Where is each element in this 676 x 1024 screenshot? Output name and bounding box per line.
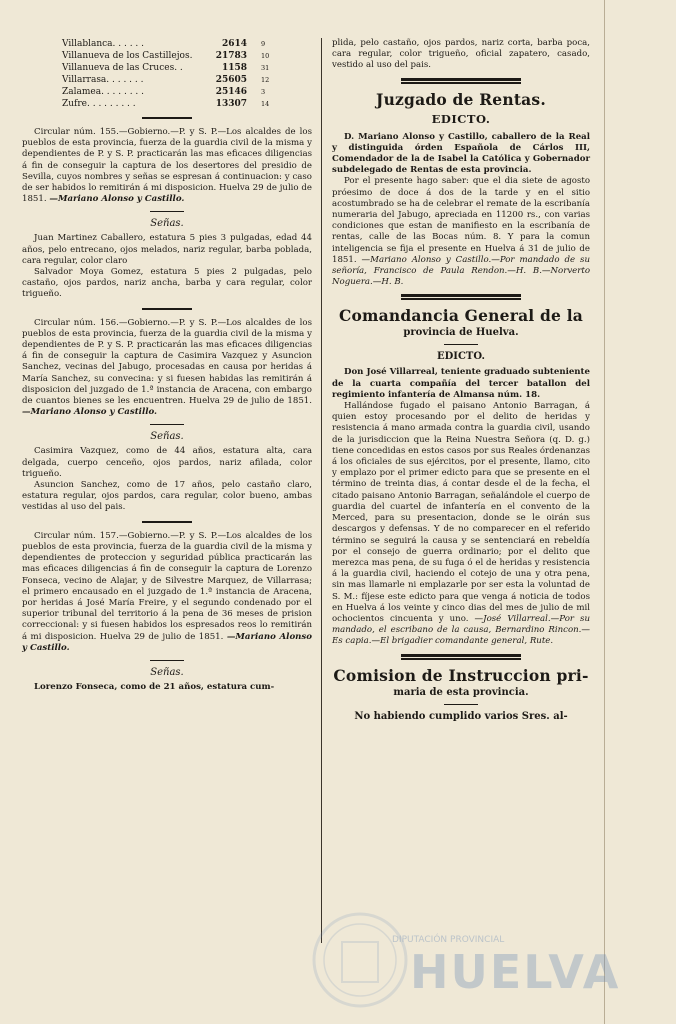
town-name: Villanueva de las Cruces. . <box>62 63 183 73</box>
comandancia-title: Comandancia General de la <box>338 306 584 326</box>
left-column <box>22 38 312 693</box>
section-rule <box>142 117 192 119</box>
minor-rule <box>444 704 478 705</box>
circular-155-senas-title: Señas. <box>150 218 184 230</box>
section-rule <box>142 521 192 523</box>
town-number: 25605 <box>215 75 247 85</box>
town-row <box>62 38 312 50</box>
comandancia-body: Hallándose fugado el paisano Antonio Barragan, á quien estoy procesando por el delito de heridas y resistencia á mano armada contra la guardia civil, usando de la jurisdiccion que la Reina Nuestra Señora (q. D. g.) tiene concedidas en estos casos por sus Reales órdenanzas á los oficiales de sus ejércitos, por el presente, llamo, cito y emplazo por el primer edicto para que se presente en el término de treinta dias, á contar desde el de la fecha, el citado paisano Antonio Barragan, señalándole el cuerpo de guardia del cuartel de infantería en el convento de la Merced, para su presentacion, donde se le oirán sus descargos y defensas. Y de no comparecer en el referido término se seguirá la causa y se sentenciará en rebeldía por el consejo de guerra ordinario; por el delito que merezca mas pena, de su fuga ó el de heridas y resistencia á la guardia civil, haciendo el cotejo de una y otra pena, sin mas llamarle ni emplazarle por ser esta la voluntad de S. M.: fíjese este edicto para que venga á noticia de todos en Huelva á los veinte y cinco dias del mes de julio de mil ochocientos cincuenta y uno. —José Villarreal.—Por su mandado, el escribano de la causa, Bernardino Rincon.—Es capia.—El brigadier comandante general, Rute. <box>332 401 590 647</box>
circular-156-signature: —Mariano Alonso y Castillo. <box>22 407 158 418</box>
circular-157-body: Circular núm. 157.—Gobierno.—P. y S. P.—Los alcaldes de los pueblos de esta provincia, fuerza de la guardia civil de la misma y dependientes de proteccion y seguridad pública practicarán las mas eficaces diligencias á fin de conseguir la captura de Lorenzo Fonseca, vecino de Alajar, y de Silvestre Marquez, de Villarrasa; el primero encausado en el juzgado de 1.ª instancia de Aracena, por heridas á José María Freire, y el segundo condenado por el superior tribunal del territorio á la pena de 36 meses de prision correccional: y si fuesen habidos los espresados reos lo remitirán á mi disposicion. Huelva 29 de julio de 1851. —Mariano Alonso y Castillo. <box>22 530 312 653</box>
town-reference: 31 <box>261 64 270 72</box>
town-name: Zalamea. . . . . . . . <box>62 87 145 97</box>
town-name: Villarrasa. . . . . . . <box>62 75 144 85</box>
right-column <box>332 38 590 722</box>
town-row <box>62 74 312 86</box>
section-rule-double <box>401 78 521 82</box>
minor-rule <box>150 424 184 425</box>
minor-rule <box>150 211 184 212</box>
town-table <box>62 38 312 110</box>
rentas-title: Juzgado de Rentas. <box>376 89 546 109</box>
section-rule <box>142 308 192 310</box>
comandancia-subtitle: provincia de Huelva. <box>403 327 519 339</box>
circular-157-senas-1: Lorenzo Fonseca, como de 21 años, estatura cum- <box>34 681 275 692</box>
town-number: 25146 <box>215 87 247 97</box>
continued-senas: plida, pelo castaño, ojos pardos, nariz corta, barba poca, cara regular, color trigueño, oficial zapatero, casado, vestido al uso del pais. <box>332 38 590 71</box>
column-divider <box>321 38 322 943</box>
circular-156-senas-title: Señas. <box>150 431 184 443</box>
circular-156-body: Circular núm. 156.—Gobierno.—P. y S. P.—Los alcaldes de los pueblos de esta provincia, fuerza de la guardia civil de la misma y dependientes de P. y S. P. practicarán las mas eficaces diligencias á fin de conseguir la captura de Casimira Vazquez y Asuncion Sanchez, vecinas del Jabugo, procesadas en causa por heridas á María Sanchez, su convecina: y si fuesen habidas las remitirán á disposicion del juzgado de 1.ª instancia de Aracena, con embargo de cuantos bienes se les encuentren. Huelva 29 de julio de 1851. —Mariano Alonso y Castillo. <box>22 317 312 418</box>
town-name: Villanueva de los Castillejos. <box>62 51 193 61</box>
circular-155-signature: —Mariano Alonso y Castillo. <box>49 194 185 205</box>
watermark-huelva-text: HUELVA <box>410 945 621 999</box>
town-row <box>62 86 312 98</box>
circular-156-senas-2: Asuncion Sanchez, como de 17 años, pelo castaño claro, estatura regular, ojos pardos, cara regular, color bueno, ambas vestidas al uso del pais. <box>22 480 312 513</box>
page-edge-line <box>604 0 605 1024</box>
town-row <box>62 98 312 110</box>
instruccion-start: No habiendo cumplido varios Sres. al- <box>354 710 568 722</box>
watermark-small-text: DIPUTACIÓN PROVINCIAL <box>392 935 505 945</box>
town-number: 13307 <box>215 99 247 109</box>
section-rule-double <box>401 654 521 658</box>
town-reference: 10 <box>261 52 270 60</box>
rentas-body: Por el presente hago saber: que el dia siete de agosto próesimo de doce á dos de la tarde y en el sitio acostumbrado se ha de celebrar el remate de la escribanía numeraria del Jabugo, apreciada en 11200 rs., con varias condiciones que estan de manifiesto en la escribanía de rentas, calle de las Bocas núm. 8. Y para la comun inteligencia se fija el presente en Huelva á 31 de julio de 1851. —Mariano Alonso y Castillo.—Por mandado de su señoría, Francisco de Paula Rendon.—H. B.—Norverto Noguera.—H. B. <box>332 176 590 288</box>
circular-155-senas-2: Salvador Moya Gomez, estatura 5 pies 2 pulgadas, pelo castaño, ojos pardos, nariz ancha, barba y cara regular, color trigueño. <box>22 267 312 300</box>
instruccion-subtitle: maria de esta provincia. <box>393 686 529 698</box>
rentas-intro: D. Mariano Alonso y Castillo, caballero de la Real y distinguida órden Española de Cárlos III, Comendador de la de Isabel la Católica y Gobernador subdelegado de Rentas de esta provincia. <box>332 131 590 176</box>
town-number: 21783 <box>215 51 247 61</box>
town-number: 1158 <box>221 63 247 73</box>
town-row <box>62 50 312 62</box>
minor-rule <box>150 660 184 661</box>
comandancia-edicto-label: EDICTO. <box>437 351 485 363</box>
rentas-signature: —Mariano Alonso y Castillo.—Por mandado de su señoría, Francisco de Paula Rendon.—H. B.—Norverto Noguera.—H. B. <box>332 254 590 288</box>
minor-rule <box>444 344 478 345</box>
town-reference: 12 <box>261 76 270 84</box>
comandancia-signature: —José Villarreal.—Por su mandado, el escribano de la causa, Bernardino Rincon.—Es capia.—El brigadier comandante general, Rute. <box>332 613 590 647</box>
town-number: 2614 <box>221 39 247 49</box>
circular-155-senas-1: Juan Martinez Caballero, estatura 5 pies 3 pulgadas, edad 44 años, pelo entrecano, ojos melados, nariz regular, barba poblada, cara regular, color claro <box>22 233 312 266</box>
circular-157-signature: —Mariano Alonso y Castillo. <box>22 631 312 653</box>
town-reference: 9 <box>261 40 266 48</box>
comandancia-intro: Don José Villarreal, teniente graduado subteniente de la cuarta compañía del tercer batallon del regimiento infantería de Almansa núm. 18. <box>332 367 590 400</box>
section-rule-double <box>401 294 521 298</box>
town-reference: 3 <box>261 88 266 96</box>
town-row <box>62 62 312 74</box>
circular-156-senas-1: Casimira Vazquez, como de 44 años, estatura alta, cara delgada, cuerpo cenceño, ojos pardos, nariz afilada, color trigueño. <box>22 446 312 479</box>
circular-157-senas-title: Señas. <box>150 666 184 678</box>
rentas-edicto-label: EDICTO. <box>431 111 491 126</box>
town-reference: 14 <box>261 100 270 108</box>
instruccion-title: Comision de Instruccion pri- <box>333 665 589 685</box>
circular-155-body: Circular núm. 155.—Gobierno.—P. y S. P.—Los alcaldes de los pueblos de esta provincia, fuerza de la guardia civil de la misma y dependientes de P. y S. P. practicarán las mas eficaces diligencias á fin de conseguir la captura de los desertores del presidio de Sevilla, cuyos nombres y señas se espresan á continuacion: y caso de ser habidos lo remitirán á mi disposicion. Huelva 29 de julio de 1851. —Mariano Alonso y Castillo. <box>22 127 312 205</box>
town-name: Zufre. . . . . . . . . <box>62 99 136 109</box>
town-name: Villablanca. . . . . . <box>62 39 145 49</box>
